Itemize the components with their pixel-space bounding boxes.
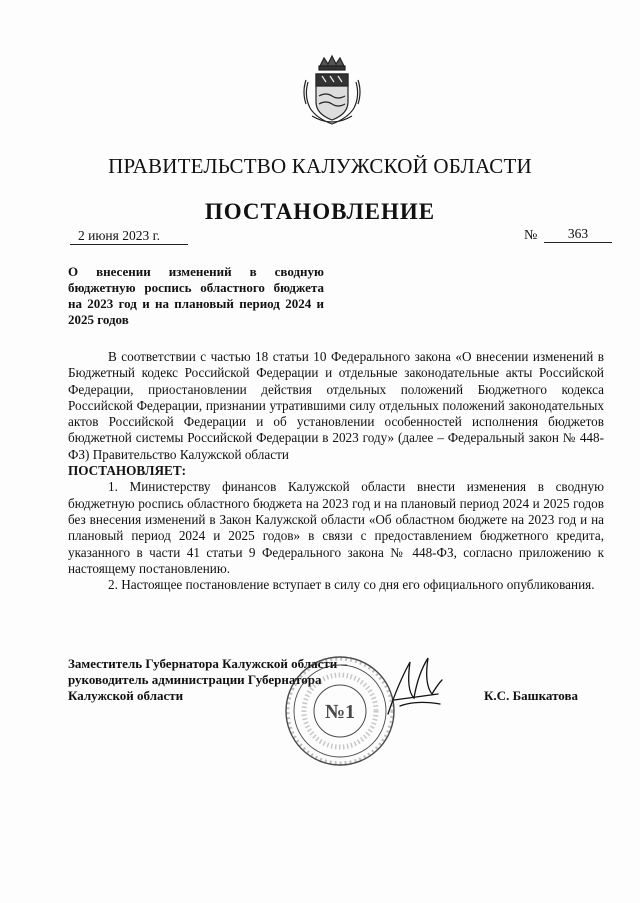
number-sign: № [524, 228, 538, 243]
resolves-heading: ПОСТАНОВЛЯЕТ: [68, 463, 187, 479]
document-type-title: ПОСТАНОВЛЕНИЕ [204, 199, 436, 224]
signer-title-line-1: Заместитель Губернатора Калужской области – [68, 656, 348, 671]
stamp-number: №1 [324, 701, 356, 723]
signer-name: К.С. Башкатова [484, 688, 579, 703]
document-date: 2 июня 2023 г. [70, 228, 188, 245]
item-2-paragraph: 2. Настоящее постановление вступает в силу со дня его официального опубликования. [108, 577, 595, 593]
handwritten-signature-icon [380, 654, 450, 724]
signer-title-line-2: руководитель администрации Губернатора [68, 672, 322, 687]
preamble-paragraph: В соответствии с частью 18 статьи 10 Федерального закона «О внесении изменений в Бюджетный кодекс Российской Федерации и отдельные законодательные акты Российской Федерации, приостановлении действия отдельных положений Бюджетного кодекса Российской Федерации, признании утратившими силу отдельных положений законодательных актов Российской Федерации и об установлении особенностей исполнения бюджетов бюджетной системы Российской Федерации в 2023 году» (далее – Федеральный закон № 448-ФЗ) Правительство Калужской области [68, 349, 604, 462]
document-subject: О внесении изменений в сводную бюджетную роспись областного бюджета на 2023 год и на плановый период 2024 и 2025 годов [68, 264, 324, 327]
document-body [68, 349, 604, 593]
government-title: ПРАВИТЕЛЬСТВО КАЛУЖСКОЙ ОБЛАСТИ [108, 154, 532, 178]
kaluga-coat-of-arms-icon [302, 52, 362, 128]
signer-title-line-3: Калужской области [68, 688, 184, 703]
document-number: 363 [544, 226, 612, 243]
item-1-paragraph: 1. Министерству финансов Калужской области внести изменения в сводную бюджетную роспись областного бюджета на 2023 год и на плановый период 2024 и 2025 годов без внесения изменений в Закон Калужской области «Об областном бюджете на 2023 год и на плановый период 2024 и 2025 годов» в связи с предоставлением бюджетного кредита, указанного в части 41 статьи 9 Федерального закона № 448-ФЗ, согласно приложению к настоящему постановлению. [68, 479, 604, 576]
